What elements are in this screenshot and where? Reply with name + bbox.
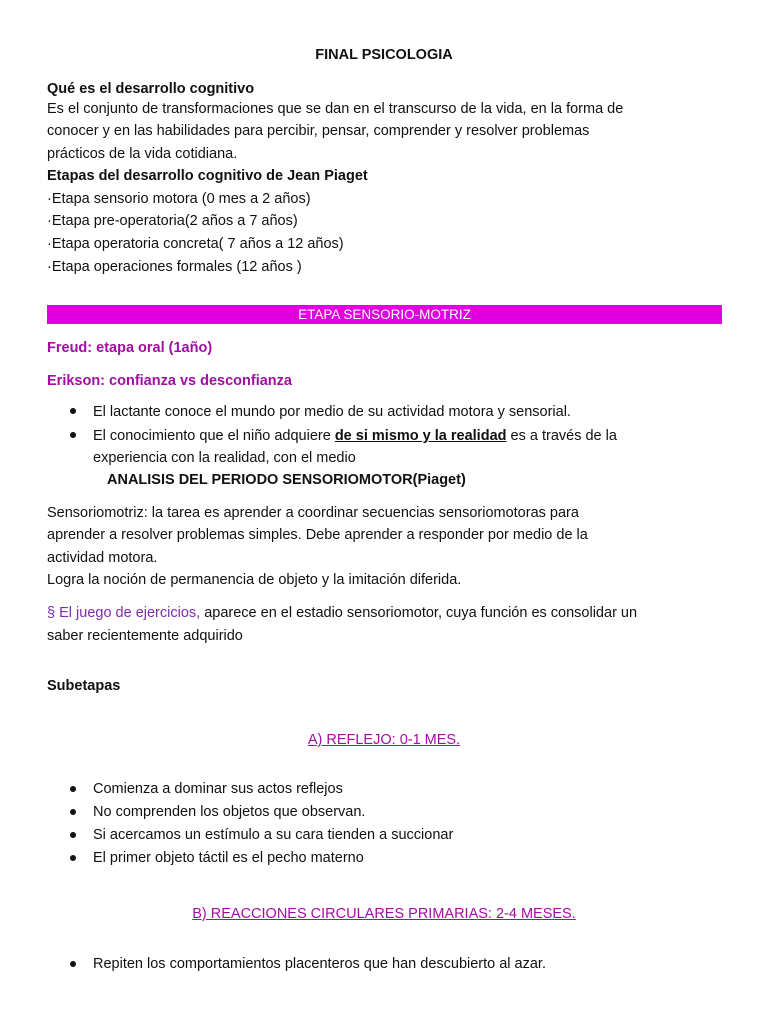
stage-item: ·Etapa operatoria concreta( 7 años a 12 años)	[47, 236, 344, 252]
section-symbol: §	[47, 605, 56, 621]
bullet-icon	[70, 809, 76, 815]
paragraph-line: conocer y en las habilidades para percibir, pensar, comprender y resolver problemas	[47, 123, 590, 139]
paragraph-line: Logra la noción de permanencia de objeto y la imitación diferida.	[47, 572, 462, 588]
bullet-icon	[70, 786, 76, 792]
paragraph-line: prácticos de la vida cotidiana.	[47, 146, 238, 162]
bullet-text: No comprenden los objetos que observan.	[93, 804, 366, 820]
bullet-icon	[70, 408, 76, 414]
section-heading-cognitive: Qué es el desarrollo cognitivo	[47, 81, 255, 97]
stage-item: ·Etapa pre-operatoria(2 años a 7 años)	[47, 213, 298, 229]
bullet-icon	[70, 432, 76, 438]
reacciones-heading: B) REACCIONES CIRCULARES PRIMARIAS: 2-4 MESES.	[192, 906, 576, 922]
section-heading-stages: Etapas del desarrollo cognitivo de Jean Piaget	[47, 168, 368, 184]
section-banner: ETAPA SENSORIO-MOTRIZ	[47, 305, 722, 324]
paragraph-line: Es el conjunto de transformaciones que se dan en el transcurso de la vida, en la forma de	[47, 101, 624, 117]
stage-item: ·Etapa operaciones formales (12 años )	[47, 259, 302, 275]
erikson-heading: Erikson: confianza vs desconfianza	[47, 373, 292, 389]
bullet-text: El lactante conoce el mundo por medio de su actividad motora y sensorial.	[93, 404, 571, 420]
analysis-heading: ANALISIS DEL PERIODO SENSORIOMOTOR(Piaget)	[107, 472, 466, 488]
bullet-text: Comienza a dominar sus actos reflejos	[93, 781, 343, 797]
paragraph-line: actividad motora.	[47, 550, 158, 566]
bullet-text-part: El conocimiento que el niño adquiere	[93, 428, 335, 444]
paragraph-line: saber recientemente adquirido	[47, 628, 243, 644]
juego-text: aparece en el estadio sensoriomotor, cuya función es consolidar un	[200, 605, 638, 621]
bullet-text	[93, 426, 617, 446]
juego-term: El juego de ejercicios,	[59, 605, 201, 621]
underlined-phrase: de si mismo y la realidad	[334, 428, 507, 444]
paragraph-line: aprender a resolver problemas simples. Debe aprender a responder por medio de la	[47, 527, 588, 543]
bullet-text-continuation: experiencia con la realidad, con el medio	[93, 450, 356, 466]
juego-paragraph	[47, 603, 637, 623]
freud-heading: Freud: etapa oral (1año)	[47, 340, 213, 356]
stage-item: ·Etapa sensorio motora (0 mes a 2 años)	[47, 191, 311, 207]
bullet-text: Repiten los comportamientos placenteros que han descubierto al azar.	[93, 956, 546, 972]
paragraph-line: Sensoriomotriz: la tarea es aprender a coordinar secuencias sensoriomotoras para	[47, 505, 579, 521]
bullet-icon	[70, 832, 76, 838]
reflejo-heading: A) REFLEJO: 0-1 MES.	[307, 732, 461, 748]
bullet-icon	[70, 961, 76, 967]
bullet-text: Si acercamos un estímulo a su cara tienden a succionar	[93, 827, 454, 843]
bullet-text: El primer objeto táctil es el pecho materno	[93, 850, 364, 866]
bullet-icon	[70, 855, 76, 861]
document-title: FINAL PSICOLOGIA	[315, 47, 453, 63]
bullet-text-part: es a través de la	[506, 428, 617, 444]
subetapas-heading: Subetapas	[47, 678, 121, 694]
